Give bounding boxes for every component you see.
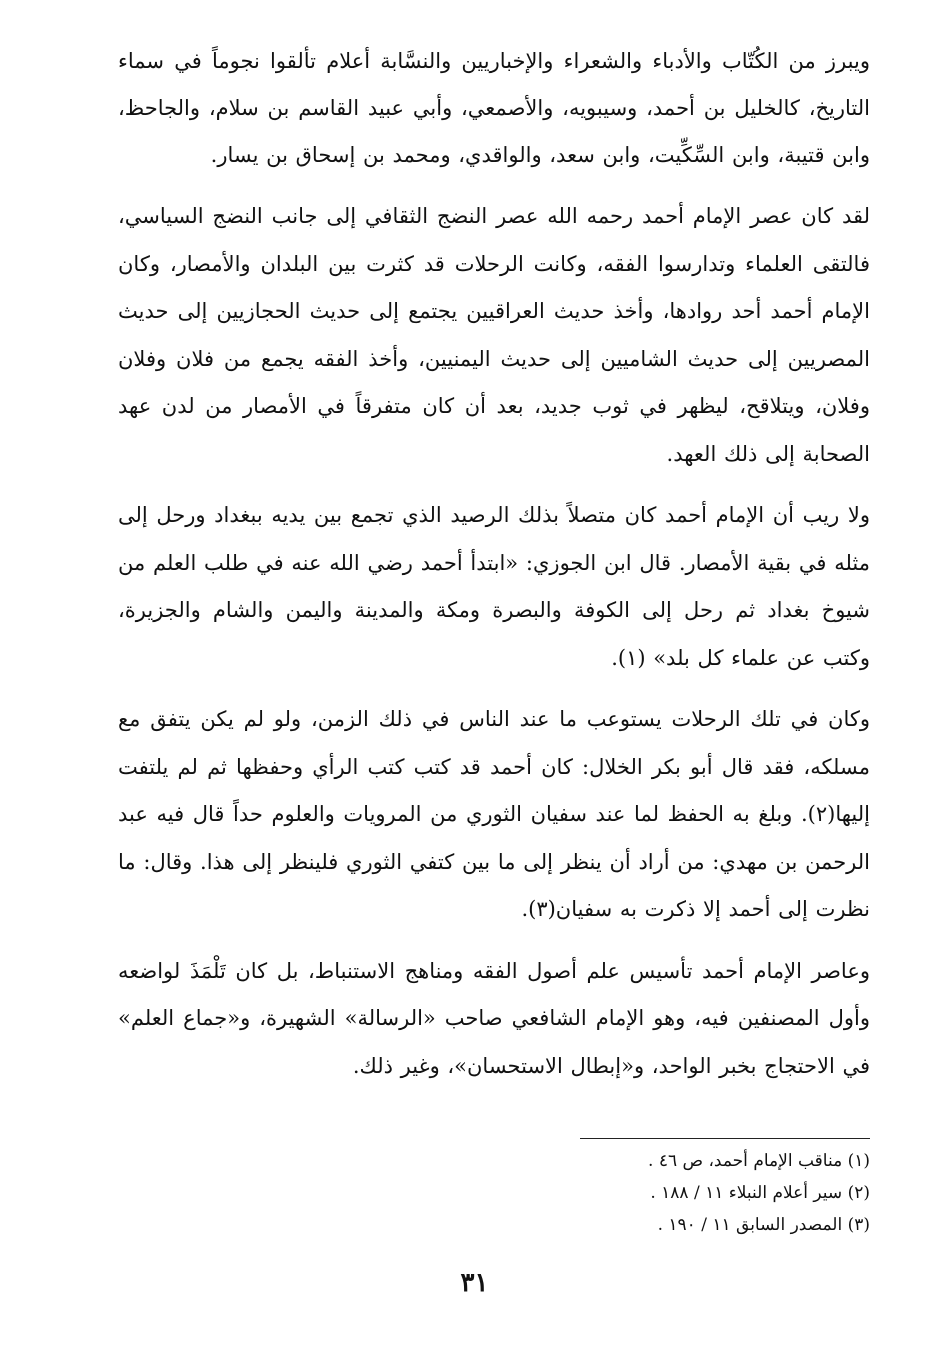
- page-number: ٣١: [460, 1268, 489, 1298]
- footnote-divider: [580, 1138, 870, 1139]
- paragraph-usul: وعاصر الإمام أحمد تأسيس علم أصول الفقه ومناهج الاستنباط، بل كان تَلْمَذَ لواضعه وأول المصنفين فيه، وهو الإمام الشافعي صاحب «الرسالة» الشهيرة، و«جماع العلم» في الاحتجاج بخبر الواحد، و«إبطال الاستحسان»، وغير ذلك.: [118, 958, 870, 1078]
- footnote-2: (٢) سير أعلام النبلاء ١١ / ١٨٨ .: [650, 1183, 870, 1203]
- paragraph-scholars: ويبرز من الكُتّاب والأدباء والشعراء والإخباريين والنسَّابة أعلام تألقوا نجوماً في سماء التاريخ، كالخليل بن أحمد، وسيبويه، والأصمعي، وأبي عبيد القاسم بن سلام، والجاحظ، وابن قتيبة، وابن السِّكِّيت، وابن سعد، والواقدي، ومحمد بن إسحاق بن يسار.: [118, 49, 870, 167]
- page-body: [118, 38, 870, 1104]
- paragraph-travels: ولا ريب أن الإمام أحمد كان متصلاً بذلك الرصيد الذي تجمع بين يديه ببغداد ورحل إلى مثله في بقية الأمصار. قال ابن الجوزي: «ابتدأ أحمد رضي الله عنه في طلب العلم من شيوخ بغداد ثم رحل إلى الكوفة والبصرة ومكة والمدينة واليمن والشام والجزيرة، وكتب عن علماء كل بلد» (١).: [118, 503, 870, 670]
- footnotes-section: [118, 1138, 870, 1241]
- paragraph-era: لقد كان عصر الإمام أحمد رحمه الله عصر النضج الثقافي إلى جانب النضج السياسي، فالتقى العلماء وتدارسوا الفقه، وكانت الرحلات قد كثرت بين البلدان والأمصار، وكان الإمام أحمد أحد روادها، وأخذ حديث العراقيين يجتمع إلى حديث الحجازيين إلى حديث المصريين إلى حديث الشاميين إلى حديث اليمنيين، وأخذ الفقه يجمع من فلان وفلان وفلان، ويتلاقح، ليظهر في ثوب جديد، بعد أن كان متفرقاً في الأمصار من لدن عهد الصحابة إلى ذلك العهد.: [118, 204, 870, 466]
- footnote-1: (١) مناقب الإمام أحمد، ص ٤٦ .: [648, 1151, 870, 1171]
- paragraph-memorization: وكان في تلك الرحلات يستوعب ما عند الناس في ذلك الزمن، ولو لم يكن يتفق مع مسلكه، فقد قال أبو بكر الخلال: كان أحمد قد كتب كتب الرأي وحفظها ثم لم يلتفت إليها(٢). وبلغ به الحفظ لما عند سفيان الثوري من المرويات والعلوم حداً قال فيه عبد الرحمن بن مهدي: من أراد أن ينظر إلى ما بين كتفي الثوري فلينظر إلى هذا. وقال: ما نظرت إلى أحمد إلا ذكرت به سفيان(٣).: [118, 707, 870, 921]
- footnote-3: (٣) المصدر السابق ١١ / ١٩٠ .: [657, 1215, 870, 1235]
